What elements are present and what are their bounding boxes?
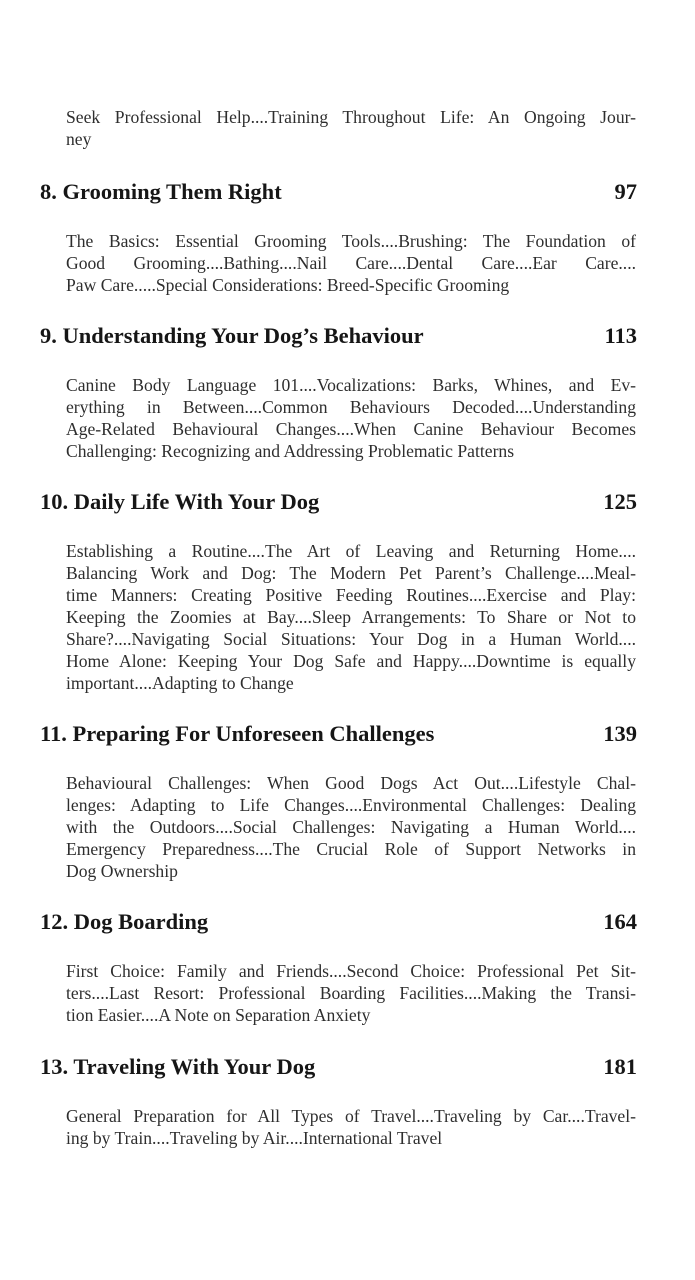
summary-line: Age-Related Behavioural Changes....When Canine Behaviour Becomes — [66, 419, 636, 439]
summary-line: ing by Train....Traveling by Air....International Travel — [66, 1128, 443, 1148]
summary-line: Seek Professional Help....Training Throughout Life: An Ongoing Jour- — [66, 107, 636, 127]
summary-line: erything in Between....Common Behaviours Decoded....Understanding — [66, 397, 636, 417]
summary-line: time Manners: Creating Positive Feeding Routines....Exercise and Play: — [66, 585, 636, 605]
summary-line: General Preparation for All Types of Travel....Traveling by Car....Travel- — [66, 1106, 636, 1126]
summary-line: important....Adapting to Change — [66, 673, 294, 693]
chapter-page-number: 164 — [603, 909, 637, 934]
summary-line: Dog Ownership — [66, 861, 178, 881]
chapter-title[interactable]: 13. Traveling With Your Dog — [40, 1054, 316, 1079]
summary-line: Canine Body Language 101....Vocalizations: Barks, Whines, and Ev- — [66, 375, 636, 395]
summary-line: tion Easier....A Note on Separation Anxiety — [66, 1005, 371, 1025]
chapter-summary — [66, 374, 636, 462]
chapter-page-number: 97 — [614, 179, 637, 204]
summary-line: lenges: Adapting to Life Changes....Environmental Challenges: Dealing — [66, 795, 636, 815]
chapter-summary — [66, 960, 636, 1026]
chapter-summary — [66, 540, 636, 694]
chapter-heading[interactable] — [40, 322, 637, 350]
chapter-page-number: 125 — [603, 489, 637, 514]
summary-line: The Basics: Essential Grooming Tools....Brushing: The Foundation of — [66, 231, 636, 251]
summary-line: Behavioural Challenges: When Good Dogs Act Out....Lifestyle Chal- — [66, 773, 636, 793]
chapter-heading[interactable] — [40, 488, 637, 516]
summary-line: ney — [66, 129, 92, 149]
chapter-summary — [66, 1105, 636, 1149]
chapter-page-number: 113 — [604, 323, 637, 348]
chapter-heading[interactable] — [40, 178, 637, 206]
chapter-title[interactable]: 9. Understanding Your Dog’s Behaviour — [40, 323, 424, 348]
chapter-summary — [66, 230, 636, 296]
summary-line: Paw Care.....Special Considerations: Breed-Specific Grooming — [66, 275, 510, 295]
summary-line: ters....Last Resort: Professional Boarding Facilities....Making the Transi- — [66, 983, 636, 1003]
summary-line: Share?....Navigating Social Situations: Your Dog in a Human World.... — [66, 629, 636, 649]
chapter-title[interactable]: 10. Daily Life With Your Dog — [40, 489, 320, 514]
summary-line: Challenging: Recognizing and Addressing Problematic Patterns — [66, 441, 515, 461]
previous-chapter-summary — [66, 106, 636, 150]
summary-line: Balancing Work and Dog: The Modern Pet Parent’s Challenge....Meal- — [66, 563, 636, 583]
summary-line: Home Alone: Keeping Your Dog Safe and Happy....Downtime is equally — [66, 651, 636, 671]
chapter-title[interactable]: 12. Dog Boarding — [40, 909, 209, 934]
chapter-heading[interactable] — [40, 1053, 637, 1081]
summary-line: with the Outdoors....Social Challenges: Navigating a Human World.... — [66, 817, 636, 837]
chapter-heading[interactable] — [40, 908, 637, 936]
summary-line: Good Grooming....Bathing....Nail Care....Dental Care....Ear Care.... — [66, 253, 636, 273]
summary-line: First Choice: Family and Friends....Second Choice: Professional Pet Sit- — [66, 961, 636, 981]
summary-line: Keeping the Zoomies at Bay....Sleep Arrangements: To Share or Not to — [66, 607, 636, 627]
chapter-heading[interactable] — [40, 720, 637, 748]
chapter-page-number: 139 — [603, 721, 637, 746]
summary-line: Establishing a Routine....The Art of Leaving and Returning Home.... — [66, 541, 636, 561]
chapter-summary — [66, 772, 636, 882]
chapter-title[interactable]: 11. Preparing For Unforeseen Challenges — [40, 721, 435, 746]
chapter-title[interactable]: 8. Grooming Them Right — [40, 179, 282, 204]
chapter-page-number: 181 — [603, 1054, 637, 1079]
summary-line: Emergency Preparedness....The Crucial Role of Support Networks in — [66, 839, 636, 859]
